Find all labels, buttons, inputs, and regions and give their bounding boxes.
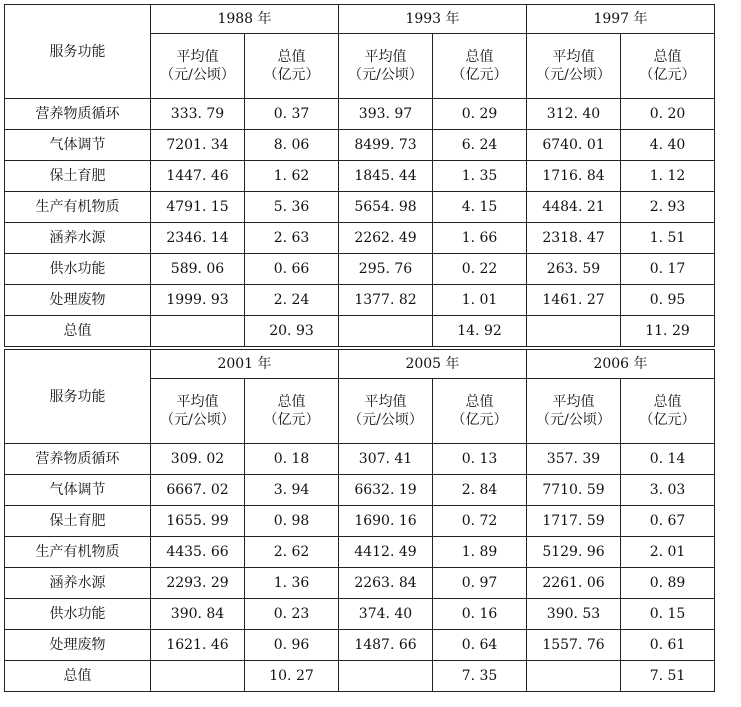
total-value-cell: 1. 36 (245, 568, 339, 599)
avg-value-cell: 309. 02 (151, 444, 245, 475)
avg-value-cell: 263. 59 (527, 254, 621, 285)
total-value-cell: 8. 06 (245, 130, 339, 161)
total-value-cell: 1. 12 (621, 161, 715, 192)
avg-value-cell: 6740. 01 (527, 130, 621, 161)
empty-cell (151, 661, 245, 692)
total-row-label: 总值 (5, 316, 151, 349)
total-value-cell: 0. 67 (621, 506, 715, 537)
year-header: 2006 年 (527, 348, 715, 379)
total-value-unit: （亿元） (639, 67, 696, 83)
grand-total-cell: 7. 35 (433, 661, 527, 692)
avg-value-cell: 1655. 99 (151, 506, 245, 537)
table-row (5, 444, 715, 475)
table-row (5, 568, 715, 599)
total-value-cell: 0. 14 (621, 444, 715, 475)
avg-value-header (527, 34, 621, 99)
avg-value-cell: 6632. 19 (339, 475, 433, 506)
empty-cell (339, 316, 433, 349)
avg-value-cell: 1845. 44 (339, 161, 433, 192)
total-value-unit: （亿元） (263, 67, 320, 83)
total-value-label: 总值 (277, 49, 306, 65)
avg-value-cell: 5654. 98 (339, 192, 433, 223)
total-value-label: 总值 (653, 394, 682, 410)
service-function-label: 生产有机物质 (5, 192, 151, 223)
avg-value-unit: （元/公顷） (536, 67, 611, 83)
avg-value-unit: （元/公顷） (160, 412, 235, 428)
total-row-label: 总值 (5, 661, 151, 692)
total-value-header (245, 34, 339, 99)
avg-value-cell: 390. 53 (527, 599, 621, 630)
total-value-cell: 0. 95 (621, 285, 715, 316)
total-value-cell: 1. 01 (433, 285, 527, 316)
avg-value-cell: 4435. 66 (151, 537, 245, 568)
avg-value-cell: 1461. 27 (527, 285, 621, 316)
total-value-cell: 1. 89 (433, 537, 527, 568)
avg-value-cell: 1999. 93 (151, 285, 245, 316)
total-value-header (433, 34, 527, 99)
table-row (5, 161, 715, 192)
table-row (5, 285, 715, 316)
avg-value-cell: 1447. 46 (151, 161, 245, 192)
total-value-label: 总值 (277, 394, 306, 410)
avg-value-cell: 374. 40 (339, 599, 433, 630)
avg-value-cell: 393. 97 (339, 99, 433, 130)
service-function-header: 服务功能 (5, 348, 151, 444)
avg-value-cell: 4791. 15 (151, 192, 245, 223)
avg-value-unit: （元/公顷） (348, 67, 423, 83)
year-header: 2005 年 (339, 348, 527, 379)
service-function-label: 气体调节 (5, 130, 151, 161)
total-value-unit: （亿元） (263, 412, 320, 428)
total-value-cell: 2. 63 (245, 223, 339, 254)
avg-value-header (527, 379, 621, 444)
avg-value-cell: 1557. 76 (527, 630, 621, 661)
total-value-cell: 3. 94 (245, 475, 339, 506)
avg-value-unit: （元/公顷） (348, 412, 423, 428)
avg-value-label: 平均值 (552, 394, 595, 410)
total-value-cell: 0. 89 (621, 568, 715, 599)
service-function-label: 涵养水源 (5, 568, 151, 599)
total-value-cell: 1. 51 (621, 223, 715, 254)
service-function-label: 处理废物 (5, 630, 151, 661)
table-row (5, 254, 715, 285)
avg-value-cell: 1716. 84 (527, 161, 621, 192)
service-function-label: 气体调节 (5, 475, 151, 506)
grand-total-cell: 11. 29 (621, 316, 715, 349)
total-value-cell: 0. 61 (621, 630, 715, 661)
total-value-cell: 0. 20 (621, 99, 715, 130)
grand-total-cell: 20. 93 (245, 316, 339, 349)
total-value-cell: 5. 36 (245, 192, 339, 223)
table-row (5, 506, 715, 537)
total-value-cell: 0. 22 (433, 254, 527, 285)
service-function-header: 服务功能 (5, 5, 151, 99)
total-value-cell: 0. 13 (433, 444, 527, 475)
total-value-header (433, 379, 527, 444)
total-value-cell: 4. 40 (621, 130, 715, 161)
total-value-cell: 1. 66 (433, 223, 527, 254)
total-value-cell: 1. 62 (245, 161, 339, 192)
service-function-label: 涵养水源 (5, 223, 151, 254)
avg-value-cell: 2346. 14 (151, 223, 245, 254)
total-value-cell: 0. 18 (245, 444, 339, 475)
avg-value-cell: 6667. 02 (151, 475, 245, 506)
total-value-header (245, 379, 339, 444)
table-row (5, 223, 715, 254)
total-value-cell: 2. 93 (621, 192, 715, 223)
empty-cell (339, 661, 433, 692)
total-value-cell: 0. 96 (245, 630, 339, 661)
avg-value-cell: 2318. 47 (527, 223, 621, 254)
service-function-label: 保土育肥 (5, 506, 151, 537)
empty-cell (527, 661, 621, 692)
total-value-cell: 2. 62 (245, 537, 339, 568)
avg-value-label: 平均值 (364, 394, 407, 410)
avg-value-cell: 4484. 21 (527, 192, 621, 223)
avg-value-cell: 2261. 06 (527, 568, 621, 599)
total-value-label: 总值 (653, 49, 682, 65)
service-function-label: 营养物质循环 (5, 99, 151, 130)
avg-value-unit: （元/公顷） (536, 412, 611, 428)
avg-value-header (339, 34, 433, 99)
table-row (5, 599, 715, 630)
total-value-unit: （亿元） (451, 412, 508, 428)
avg-value-cell: 2262. 49 (339, 223, 433, 254)
total-value-cell: 0. 72 (433, 506, 527, 537)
total-value-cell: 2. 01 (621, 537, 715, 568)
service-function-label: 营养物质循环 (5, 444, 151, 475)
empty-cell (527, 316, 621, 349)
empty-cell (151, 316, 245, 349)
total-value-cell: 0. 15 (621, 599, 715, 630)
avg-value-label: 平均值 (176, 49, 219, 65)
table-row (5, 99, 715, 130)
total-value-cell: 1. 35 (433, 161, 527, 192)
year-header-row (5, 5, 715, 34)
grand-total-cell: 14. 92 (433, 316, 527, 349)
total-value-cell: 2. 24 (245, 285, 339, 316)
avg-value-label: 平均值 (364, 49, 407, 65)
total-value-cell: 3. 03 (621, 475, 715, 506)
total-value-cell: 0. 29 (433, 99, 527, 130)
avg-value-label: 平均值 (176, 394, 219, 410)
avg-value-cell: 357. 39 (527, 444, 621, 475)
year-header: 1993 年 (339, 5, 527, 34)
service-function-label: 处理废物 (5, 285, 151, 316)
total-value-cell: 0. 98 (245, 506, 339, 537)
total-value-unit: （亿元） (639, 412, 696, 428)
avg-value-cell: 4412. 49 (339, 537, 433, 568)
service-function-label: 生产有机物质 (5, 537, 151, 568)
avg-value-unit: （元/公顷） (160, 67, 235, 83)
avg-value-header (151, 379, 245, 444)
total-value-cell: 0. 64 (433, 630, 527, 661)
table-row (5, 475, 715, 506)
avg-value-header (339, 379, 433, 444)
total-value-unit: （亿元） (451, 67, 508, 83)
avg-value-cell: 589. 06 (151, 254, 245, 285)
year-header: 1988 年 (151, 5, 339, 34)
total-value-header (621, 379, 715, 444)
avg-value-cell: 8499. 73 (339, 130, 433, 161)
avg-value-cell: 5129. 96 (527, 537, 621, 568)
total-value-header (621, 34, 715, 99)
year-header: 1997 年 (527, 5, 715, 34)
table-row (5, 130, 715, 161)
total-value-cell: 4. 15 (433, 192, 527, 223)
avg-value-cell: 307. 41 (339, 444, 433, 475)
total-value-cell: 0. 37 (245, 99, 339, 130)
grand-total-cell: 10. 27 (245, 661, 339, 692)
service-function-label: 保土育肥 (5, 161, 151, 192)
service-function-label: 供水功能 (5, 599, 151, 630)
total-row (5, 316, 715, 349)
ecosystem-service-value-table (4, 4, 715, 692)
avg-value-cell: 7201. 34 (151, 130, 245, 161)
avg-value-cell: 295. 76 (339, 254, 433, 285)
year-header: 2001 年 (151, 348, 339, 379)
avg-value-label: 平均值 (552, 49, 595, 65)
avg-value-cell: 1487. 66 (339, 630, 433, 661)
total-value-cell: 0. 23 (245, 599, 339, 630)
avg-value-cell: 1621. 46 (151, 630, 245, 661)
table-row (5, 537, 715, 568)
table-row (5, 630, 715, 661)
avg-value-cell: 2263. 84 (339, 568, 433, 599)
avg-value-cell: 7710. 59 (527, 475, 621, 506)
avg-value-cell: 312. 40 (527, 99, 621, 130)
total-value-cell: 0. 97 (433, 568, 527, 599)
avg-value-cell: 333. 79 (151, 99, 245, 130)
service-function-label: 供水功能 (5, 254, 151, 285)
total-value-label: 总值 (465, 394, 494, 410)
total-value-cell: 0. 16 (433, 599, 527, 630)
avg-value-header (151, 34, 245, 99)
total-value-cell: 0. 17 (621, 254, 715, 285)
table-row (5, 192, 715, 223)
total-value-cell: 2. 84 (433, 475, 527, 506)
total-value-label: 总值 (465, 49, 494, 65)
avg-value-cell: 1377. 82 (339, 285, 433, 316)
avg-value-cell: 390. 84 (151, 599, 245, 630)
data-table (4, 4, 715, 692)
avg-value-cell: 2293. 29 (151, 568, 245, 599)
total-row (5, 661, 715, 692)
table-body (5, 5, 715, 692)
avg-value-cell: 1717. 59 (527, 506, 621, 537)
grand-total-cell: 7. 51 (621, 661, 715, 692)
year-header-row (5, 348, 715, 379)
total-value-cell: 6. 24 (433, 130, 527, 161)
avg-value-cell: 1690. 16 (339, 506, 433, 537)
total-value-cell: 0. 66 (245, 254, 339, 285)
